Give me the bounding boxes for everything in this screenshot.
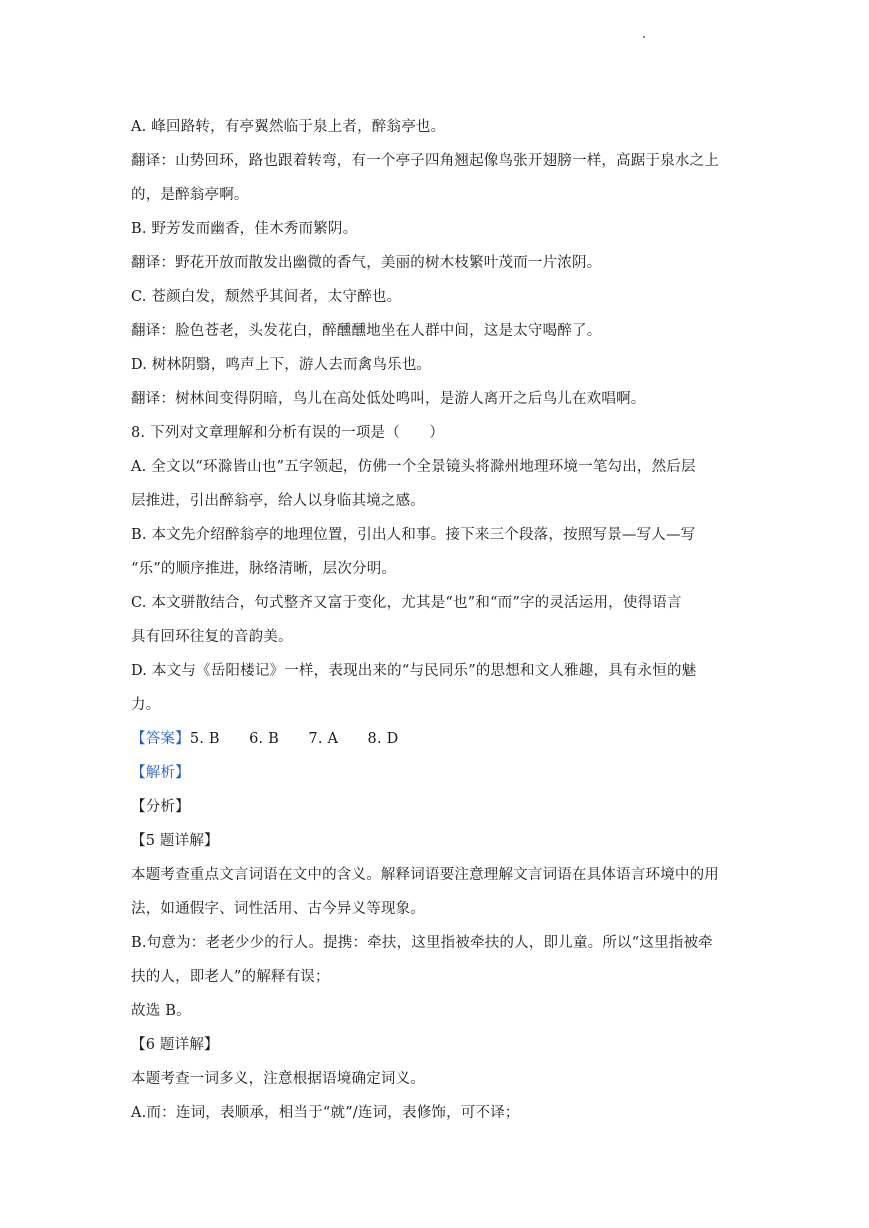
text-line: 翻译：树林间变得阴暗，鸟儿在高处低处鸣叫，是游人离开之后鸟儿在欢唱啊。: [131, 391, 646, 407]
page-marker-dot: [643, 36, 645, 38]
fenxi-tag: 【分析】: [131, 799, 190, 815]
answer-text: 5. B 6. B 7. A 8. D: [189, 731, 399, 747]
text-line: 翻译：山势回环，路也跟着转弯，有一个亭子四角翘起像鸟张开翅膀一样，高踞于泉水之上: [131, 153, 719, 169]
text-line: A. 全文以“环滁皆山也”五字领起，仿佛一个全景镜头将滁州地理环境一笔勾出，然后层: [131, 459, 696, 475]
text-line: 法，如通假字、词性活用、古今异义等现象。: [131, 901, 425, 917]
text-line: B.句意为：老老少少的行人。提携：牵扶，这里指被牵扶的人，即儿童。所以“这里指被牵: [131, 935, 713, 951]
text-line: B. 本文先介绍醉翁亭的地理位置，引出人和事。接下来三个段落，按照写景—写人—写: [131, 527, 696, 543]
text-line: C. 本文骈散结合，句式整齐又富于变化，尤其是“也”和“而”字的灵活运用，使得语言: [131, 595, 682, 611]
text-line: 故选 B。: [131, 1003, 191, 1019]
text-line: A. 峰回路转，有亭翼然临于泉上者，醉翁亭也。: [131, 119, 446, 135]
text-line: 本题考查重点文言词语在文中的含义。解释词语要注意理解文言词语在具体语言环境中的用: [131, 867, 719, 883]
document-body: [131, 110, 741, 1130]
q6-header: 【6 题详解】: [131, 1037, 219, 1053]
text-line: “乐”的顺序推进，脉络清晰，层次分明。: [131, 561, 397, 577]
text-line: D. 树林阴翳，鸣声上下，游人去而禽鸟乐也。: [131, 357, 432, 373]
question-8-stem: 8. 下列对文章理解和分析有误的一项是（ ）: [131, 425, 445, 441]
text-line: D. 本文与《岳阳楼记》一样，表现出来的“与民同乐”的思想和文人雅趣，具有永恒的魅: [131, 663, 697, 679]
text-line: 本题考查一词多义，注意根据语境确定词义。: [131, 1071, 425, 1087]
answer-tag: 【答案】: [131, 731, 190, 747]
text-line: A.而：连词，表顺承，相当于“就”/连词，表修饰，可不译；: [131, 1105, 520, 1121]
text-line: 扶的人，即老人”的解释有误；: [131, 969, 330, 985]
text-line: 翻译：野花开放而散发出幽微的香气，美丽的树木枝繁叶茂而一片浓阴。: [131, 255, 602, 271]
analysis-tag: 【解析】: [131, 765, 190, 781]
q5-header: 【5 题详解】: [131, 833, 219, 849]
text-line: C. 苍颜白发，颓然乎其间者，太守醉也。: [131, 289, 402, 305]
text-line: 力。: [131, 697, 161, 713]
text-line: 的，是醉翁亭啊。: [131, 187, 249, 203]
text-line: 层推进，引出醉翁亭，给人以身临其境之感。: [131, 493, 425, 509]
text-line: B. 野芳发而幽香，佳木秀而繁阴。: [131, 221, 358, 237]
answer-line: [131, 722, 741, 756]
text-line: 具有回环往复的音韵美。: [131, 629, 293, 645]
text-line: 翻译：脸色苍老，头发花白，醉醺醺地坐在人群中间，这是太守喝醉了。: [131, 323, 602, 339]
